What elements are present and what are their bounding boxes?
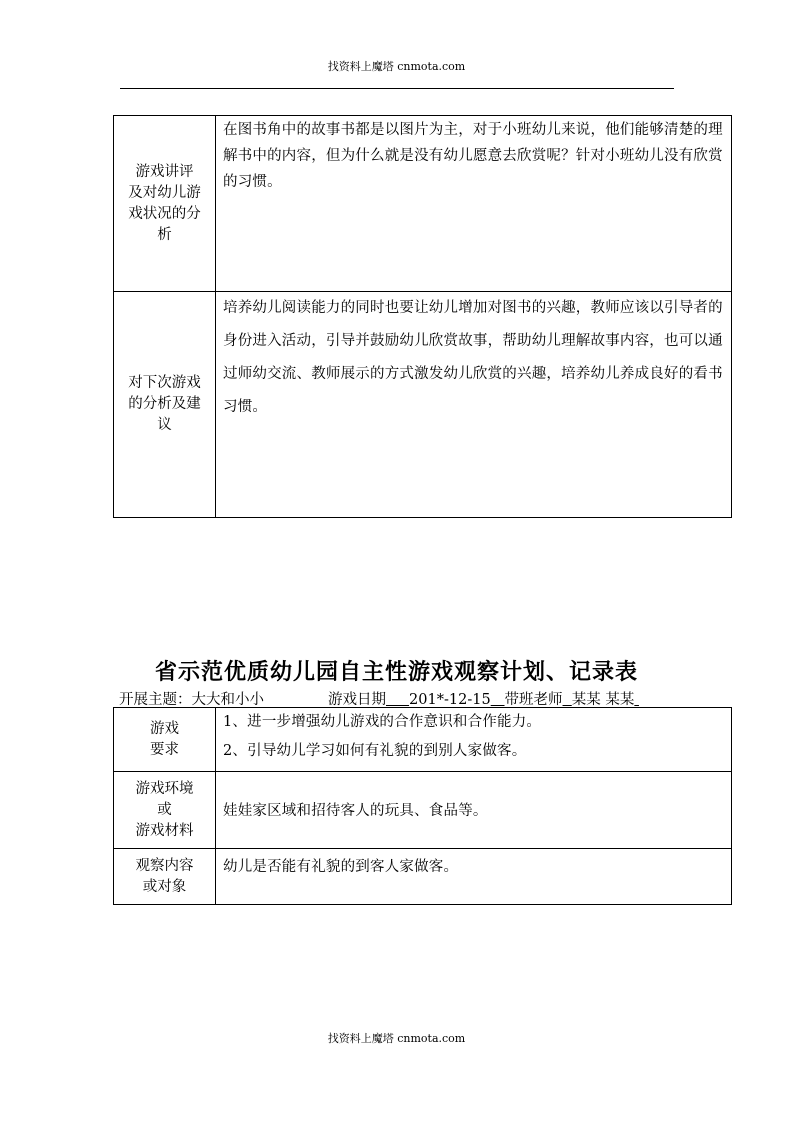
row-content-game-review: 在图书角中的故事书都是以图片为主，对于小班幼儿来说，他们能够清楚的理解书中的内容，但为什么就是没有幼儿愿意去欣赏呢？针对小班幼儿没有欣赏的习惯。 (216, 116, 732, 292)
label-text: 游戏讲评 及对幼儿游 戏状况的分 析 (128, 163, 201, 243)
theme-value: 大大和小小 (191, 692, 264, 708)
teacher-value (563, 688, 639, 709)
label-text: 对下次游戏 的分析及建 议 (128, 375, 201, 433)
teacher-value-text: 某某 某某 (571, 692, 635, 708)
meta-line (119, 688, 639, 709)
requirement-line: 2、引导幼儿学习如何有礼貌的到别人家做客。 (223, 743, 527, 759)
table-row (114, 116, 732, 292)
page-footer: 找资料上魔塔 cnmota.com (327, 1032, 466, 1045)
observation-plan-table (113, 707, 732, 905)
evaluation-table (113, 115, 732, 518)
row-label-game-environment (114, 772, 216, 849)
row-label-next-suggestion (114, 292, 216, 518)
label-text: 观察内容 或对象 (135, 857, 194, 895)
label-text: 游戏环境 或 游戏材料 (135, 780, 194, 839)
row-label-game-review (114, 116, 216, 292)
page-header: 找资料上魔塔 cnmota.com (327, 60, 466, 73)
page-title: 省示范优质幼儿园自主性游戏观察计划、记录表 (154, 659, 638, 685)
date-label: 游戏日期 (328, 692, 386, 708)
header-divider (120, 88, 674, 89)
row-label-game-requirements (114, 708, 216, 772)
table-row (114, 708, 732, 772)
theme-label: 开展主题： (119, 692, 192, 708)
row-content-game-requirements (216, 708, 732, 772)
table-row (114, 849, 732, 905)
teacher-label: 带班老师 (504, 692, 563, 708)
row-label-observation-target (114, 849, 216, 905)
date-value-text: 201*-12-15 (409, 692, 491, 708)
label-text: 游戏 要求 (150, 720, 179, 758)
date-value (386, 692, 505, 708)
row-content-next-suggestion: 培养幼儿阅读能力的同时也要让幼儿增加对图书的兴趣，教师应该以引导者的身份进入活动，引导并鼓励幼儿欣赏故事，帮助幼儿理解故事内容，也可以通过师幼交流、教师展示的方式激发幼儿欣赏的兴趣，培养幼儿养成良好的看书习惯。 (216, 292, 732, 518)
row-content-observation-target: 幼儿是否能有礼貌的到客人家做客。 (216, 849, 732, 905)
row-content-game-environment: 娃娃家区域和招待客人的玩具、食品等。 (216, 772, 732, 849)
requirement-line: 1、进一步增强幼儿游戏的合作意识和合作能力。 (223, 714, 542, 730)
table-row (114, 772, 732, 849)
table-row (114, 292, 732, 518)
